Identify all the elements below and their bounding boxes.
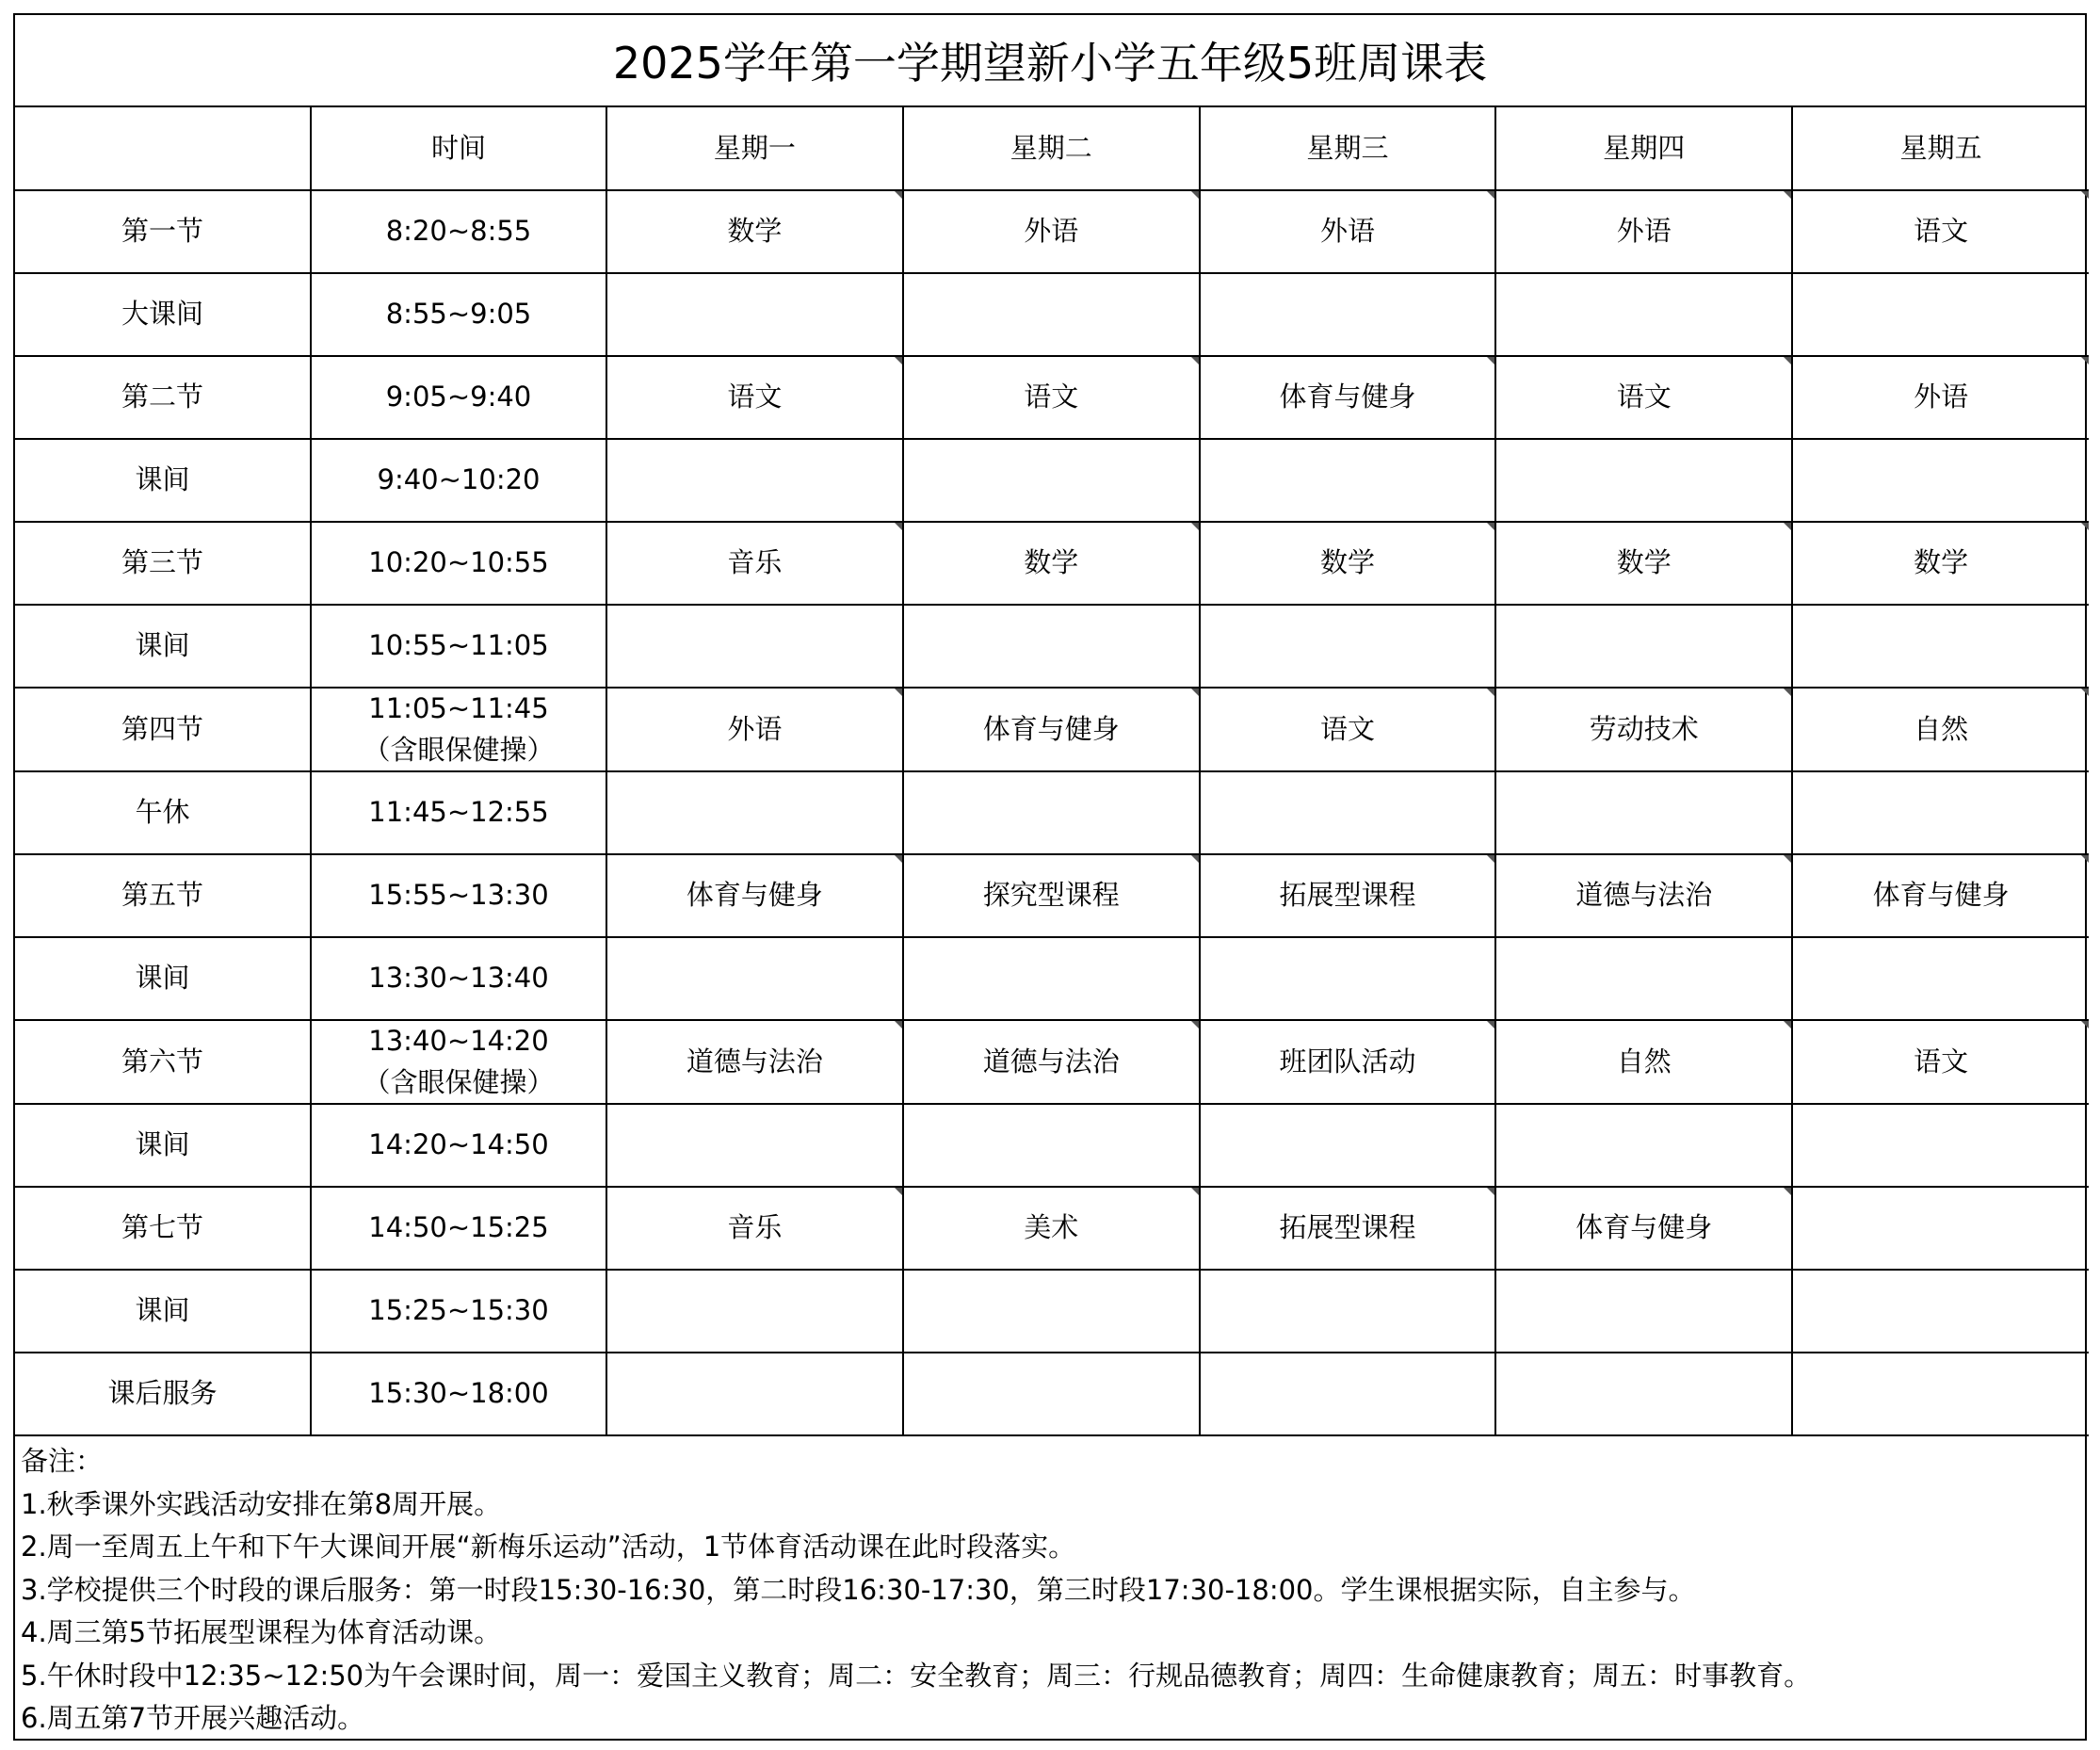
cell-comment-marker-icon xyxy=(1784,689,1791,696)
cell-comment-marker-icon xyxy=(1784,357,1791,365)
period-time-cell xyxy=(311,937,606,1020)
subject-cell-wed xyxy=(1200,1187,1496,1270)
subject-cell-mon xyxy=(606,1020,903,1104)
subject-cell-mon xyxy=(606,273,903,356)
period-time-note: （含眼保健操） xyxy=(363,1065,555,1098)
header-row xyxy=(15,107,2089,190)
period-time-cell xyxy=(311,1020,606,1104)
cell-comment-marker-icon xyxy=(895,855,902,863)
subject-cell-wed xyxy=(1200,273,1496,356)
period-time-cell xyxy=(311,1187,606,1270)
cell-comment-marker-icon xyxy=(1191,855,1199,863)
period-time-cell xyxy=(311,771,606,854)
subject-cell-fri xyxy=(1792,937,2089,1020)
cell-comment-marker-icon xyxy=(1784,1188,1791,1195)
period-time: 9:40~10:20 xyxy=(377,463,541,496)
subject-cell-thu xyxy=(1495,1353,1792,1435)
subject-text: 体育与健身 xyxy=(1872,879,2010,912)
subject-cell-wed xyxy=(1200,356,1496,439)
subject-text: 语文 xyxy=(727,381,783,413)
period-time: 8:20~8:55 xyxy=(385,215,532,248)
period-label: 第七节 xyxy=(15,1187,311,1270)
subject-cell-fri xyxy=(1792,605,2089,688)
subject-cell-tue xyxy=(903,1104,1200,1187)
period-time: 13:30~13:40 xyxy=(368,962,549,995)
subject-text: 外语 xyxy=(727,712,783,745)
header-blank-cell xyxy=(15,107,311,190)
subject-cell-fri xyxy=(1792,522,2089,605)
subject-text: 外语 xyxy=(1616,215,1672,248)
table-row xyxy=(15,522,2089,605)
subject-text: 数学 xyxy=(727,215,783,248)
schedule-body xyxy=(15,190,2089,1435)
subject-text: 语文 xyxy=(1024,381,1079,413)
period-label: 课间 xyxy=(15,605,311,688)
period-label: 第二节 xyxy=(15,356,311,439)
cell-comment-marker-icon xyxy=(2081,191,2089,199)
subject-cell-mon xyxy=(606,356,903,439)
cell-comment-marker-icon xyxy=(1784,191,1791,199)
subject-cell-thu xyxy=(1495,1104,1792,1187)
table-row xyxy=(15,1020,2089,1104)
subject-text: 拓展型课程 xyxy=(1279,879,1416,912)
table-row xyxy=(15,1104,2089,1187)
subject-cell-mon xyxy=(606,688,903,771)
subject-text: 数学 xyxy=(1319,546,1375,579)
subject-cell-mon xyxy=(606,1104,903,1187)
subject-text: 道德与法治 xyxy=(686,1045,823,1078)
cell-comment-marker-icon xyxy=(1487,357,1494,365)
period-time: 14:50~15:25 xyxy=(368,1211,549,1244)
subject-cell-wed xyxy=(1200,190,1496,273)
period-time-cell xyxy=(311,854,606,937)
period-time: 11:45~12:55 xyxy=(368,796,549,829)
cell-comment-marker-icon xyxy=(895,357,902,365)
note-item: 5.午休时段中12:35~12:50为午会课时间，周一：爱国主义教育；周二：安全教育；周三：行规品德教育；周四：生命健康教育；周五：时事教育。 xyxy=(21,1659,1812,1692)
subject-cell-mon xyxy=(606,854,903,937)
subject-text: 道德与法治 xyxy=(982,1045,1120,1078)
period-time-note: （含眼保健操） xyxy=(363,733,555,766)
period-label: 大课间 xyxy=(15,273,311,356)
subject-cell-fri xyxy=(1792,854,2089,937)
period-label: 课间 xyxy=(15,1270,311,1353)
subject-cell-thu xyxy=(1495,937,1792,1020)
subject-cell-wed xyxy=(1200,937,1496,1020)
cell-comment-marker-icon xyxy=(1487,689,1494,696)
subject-cell-thu xyxy=(1495,273,1792,356)
period-label: 第三节 xyxy=(15,522,311,605)
subject-cell-tue xyxy=(903,688,1200,771)
subject-text: 数学 xyxy=(1616,546,1672,579)
subject-cell-thu xyxy=(1495,1020,1792,1104)
period-time: 14:20~14:50 xyxy=(368,1128,549,1161)
header-day-tue: 星期二 xyxy=(903,107,1200,190)
subject-text: 语文 xyxy=(1914,215,1969,248)
period-label: 第六节 xyxy=(15,1020,311,1104)
subject-text: 音乐 xyxy=(727,546,783,579)
period-label: 午休 xyxy=(15,771,311,854)
subject-text: 劳动技术 xyxy=(1589,712,1699,745)
cell-comment-marker-icon xyxy=(895,1021,902,1029)
subject-cell-mon xyxy=(606,439,903,522)
subject-cell-tue xyxy=(903,273,1200,356)
subject-cell-fri xyxy=(1792,1020,2089,1104)
cell-comment-marker-icon xyxy=(1487,1021,1494,1029)
table-row xyxy=(15,937,2089,1020)
period-time-cell xyxy=(311,273,606,356)
table-row xyxy=(15,1187,2089,1270)
note-item: 6.周五第7节开展兴趣活动。 xyxy=(21,1702,365,1734)
notes-section xyxy=(15,1436,2085,1741)
cell-comment-marker-icon xyxy=(1487,523,1494,530)
subject-cell-tue xyxy=(903,605,1200,688)
subject-cell-wed xyxy=(1200,1104,1496,1187)
subject-cell-tue xyxy=(903,771,1200,854)
period-time: 15:30~18:00 xyxy=(368,1377,549,1410)
subject-cell-tue xyxy=(903,190,1200,273)
note-item: 3.学校提供三个时段的课后服务：第一时段15:30-16:30，第二时段16:30-17:30，第三时段17:30-18:00。学生课根据实际，自主参与。 xyxy=(21,1573,1696,1606)
period-time-cell xyxy=(311,439,606,522)
period-time: 8:55~9:05 xyxy=(385,298,532,331)
subject-text: 体育与健身 xyxy=(1279,381,1416,413)
period-time-cell xyxy=(311,190,606,273)
page-title: 2025学年第一学期望新小学五年级5班周课表 xyxy=(15,15,2085,107)
subject-cell-wed xyxy=(1200,1020,1496,1104)
cell-comment-marker-icon xyxy=(1784,855,1791,863)
cell-comment-marker-icon xyxy=(2081,523,2089,530)
subject-cell-wed xyxy=(1200,1353,1496,1435)
subject-cell-fri xyxy=(1792,439,2089,522)
period-time: 10:55~11:05 xyxy=(368,629,549,662)
subject-cell-tue xyxy=(903,1270,1200,1353)
period-label: 第四节 xyxy=(15,688,311,771)
timetable-sheet xyxy=(13,13,2087,1741)
subject-text: 自然 xyxy=(1616,1045,1672,1078)
subject-text: 体育与健身 xyxy=(686,879,823,912)
subject-text: 美术 xyxy=(1024,1211,1079,1244)
subject-cell-fri xyxy=(1792,356,2089,439)
cell-comment-marker-icon xyxy=(895,689,902,696)
subject-cell-fri xyxy=(1792,1187,2089,1270)
cell-comment-marker-icon xyxy=(1487,1188,1494,1195)
period-time-cell xyxy=(311,356,606,439)
subject-cell-thu xyxy=(1495,190,1792,273)
subject-cell-wed xyxy=(1200,522,1496,605)
subject-text: 拓展型课程 xyxy=(1279,1211,1416,1244)
schedule-table xyxy=(15,107,2089,1436)
cell-comment-marker-icon xyxy=(1191,1021,1199,1029)
cell-comment-marker-icon xyxy=(1191,191,1199,199)
subject-cell-tue xyxy=(903,439,1200,522)
subject-text: 外语 xyxy=(1914,381,1969,413)
cell-comment-marker-icon xyxy=(2081,689,2089,696)
cell-comment-marker-icon xyxy=(1191,1188,1199,1195)
table-row xyxy=(15,273,2089,356)
subject-cell-mon xyxy=(606,522,903,605)
subject-cell-mon xyxy=(606,771,903,854)
period-time: 11:05~11:45 xyxy=(368,692,549,724)
subject-cell-fri xyxy=(1792,688,2089,771)
period-label: 课间 xyxy=(15,1104,311,1187)
table-row xyxy=(15,771,2089,854)
subject-cell-fri xyxy=(1792,1270,2089,1353)
subject-cell-mon xyxy=(606,1187,903,1270)
period-time-cell xyxy=(311,1104,606,1187)
subject-cell-thu xyxy=(1495,688,1792,771)
header-day-mon: 星期一 xyxy=(606,107,903,190)
cell-comment-marker-icon xyxy=(1191,689,1199,696)
period-label: 第一节 xyxy=(15,190,311,273)
notes-heading: 备注： xyxy=(21,1445,104,1477)
table-row xyxy=(15,190,2089,273)
period-time-cell xyxy=(311,1353,606,1435)
subject-cell-fri xyxy=(1792,1353,2089,1435)
period-time-cell xyxy=(311,522,606,605)
period-time-cell xyxy=(311,1270,606,1353)
header-time: 时间 xyxy=(311,107,606,190)
subject-text: 体育与健身 xyxy=(1575,1211,1713,1244)
subject-cell-thu xyxy=(1495,1187,1792,1270)
subject-cell-mon xyxy=(606,190,903,273)
subject-text: 体育与健身 xyxy=(982,712,1120,745)
table-row xyxy=(15,688,2089,771)
table-row xyxy=(15,356,2089,439)
cell-comment-marker-icon xyxy=(895,523,902,530)
subject-cell-wed xyxy=(1200,1270,1496,1353)
cell-comment-marker-icon xyxy=(895,191,902,199)
subject-cell-fri xyxy=(1792,190,2089,273)
period-time-cell xyxy=(311,605,606,688)
subject-cell-fri xyxy=(1792,1104,2089,1187)
table-row xyxy=(15,1270,2089,1353)
cell-comment-marker-icon xyxy=(1191,357,1199,365)
subject-cell-thu xyxy=(1495,522,1792,605)
subject-cell-wed xyxy=(1200,605,1496,688)
cell-comment-marker-icon xyxy=(2081,357,2089,365)
note-item: 2.周一至周五上午和下午大课间开展“新梅乐运动”活动，1节体育活动课在此时段落实。 xyxy=(21,1531,1076,1563)
note-item: 1.秋季课外实践活动安排在第8周开展。 xyxy=(21,1487,502,1520)
period-label: 课后服务 xyxy=(15,1353,311,1435)
subject-text: 数学 xyxy=(1024,546,1079,579)
cell-comment-marker-icon xyxy=(1784,1021,1791,1029)
subject-text: 语文 xyxy=(1616,381,1672,413)
subject-text: 自然 xyxy=(1914,712,1969,745)
subject-cell-tue xyxy=(903,854,1200,937)
subject-cell-wed xyxy=(1200,771,1496,854)
subject-cell-thu xyxy=(1495,605,1792,688)
subject-text: 外语 xyxy=(1024,215,1079,248)
period-time: 15:25~15:30 xyxy=(368,1294,549,1327)
subject-cell-thu xyxy=(1495,854,1792,937)
subject-cell-mon xyxy=(606,1270,903,1353)
period-label: 课间 xyxy=(15,937,311,1020)
table-row xyxy=(15,854,2089,937)
cell-comment-marker-icon xyxy=(2081,855,2089,863)
cell-comment-marker-icon xyxy=(895,1188,902,1195)
subject-cell-tue xyxy=(903,1020,1200,1104)
header-day-fri: 星期五 xyxy=(1792,107,2089,190)
header-day-thu: 星期四 xyxy=(1495,107,1792,190)
note-item: 4.周三第5节拓展型课程为体育活动课。 xyxy=(21,1616,502,1648)
period-time: 15:55~13:30 xyxy=(368,879,549,912)
subject-cell-wed xyxy=(1200,439,1496,522)
table-row xyxy=(15,1353,2089,1435)
subject-cell-thu xyxy=(1495,439,1792,522)
subject-cell-wed xyxy=(1200,854,1496,937)
subject-cell-wed xyxy=(1200,688,1496,771)
subject-cell-thu xyxy=(1495,1270,1792,1353)
period-time: 13:40~14:20 xyxy=(368,1025,549,1057)
period-label: 第五节 xyxy=(15,854,311,937)
subject-cell-mon xyxy=(606,1353,903,1435)
subject-cell-tue xyxy=(903,937,1200,1020)
table-row xyxy=(15,605,2089,688)
subject-cell-tue xyxy=(903,522,1200,605)
subject-cell-mon xyxy=(606,937,903,1020)
subject-text: 语文 xyxy=(1319,712,1375,745)
subject-text: 班团队活动 xyxy=(1279,1045,1416,1078)
subject-text: 音乐 xyxy=(727,1211,783,1244)
subject-text: 数学 xyxy=(1914,546,1969,579)
table-row xyxy=(15,439,2089,522)
subject-cell-tue xyxy=(903,1353,1200,1435)
subject-text: 语文 xyxy=(1914,1045,1969,1078)
subject-text: 探究型课程 xyxy=(982,879,1120,912)
subject-cell-thu xyxy=(1495,771,1792,854)
subject-cell-thu xyxy=(1495,356,1792,439)
cell-comment-marker-icon xyxy=(1487,855,1494,863)
cell-comment-marker-icon xyxy=(1784,523,1791,530)
subject-cell-fri xyxy=(1792,771,2089,854)
period-time-cell xyxy=(311,688,606,771)
period-time: 9:05~9:40 xyxy=(385,381,532,413)
subject-cell-fri xyxy=(1792,273,2089,356)
subject-text: 道德与法治 xyxy=(1575,879,1713,912)
period-label: 课间 xyxy=(15,439,311,522)
cell-comment-marker-icon xyxy=(1487,191,1494,199)
cell-comment-marker-icon xyxy=(1191,523,1199,530)
subject-text: 外语 xyxy=(1319,215,1375,248)
header-day-wed: 星期三 xyxy=(1200,107,1496,190)
subject-cell-tue xyxy=(903,1187,1200,1270)
subject-cell-tue xyxy=(903,356,1200,439)
period-time: 10:20~10:55 xyxy=(368,546,549,579)
subject-cell-mon xyxy=(606,605,903,688)
cell-comment-marker-icon xyxy=(2081,1021,2089,1029)
